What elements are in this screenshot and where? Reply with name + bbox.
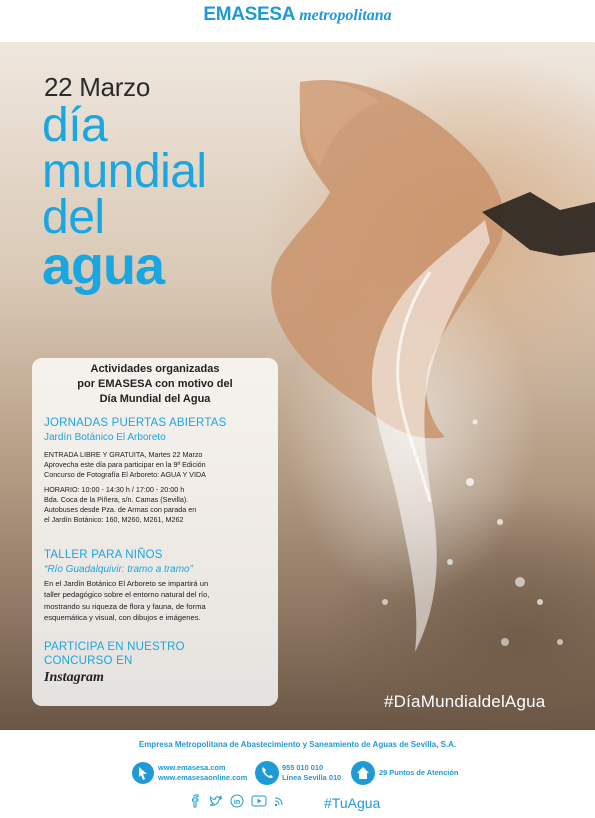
section-workshop-text xyxy=(44,578,268,623)
footer xyxy=(0,730,595,818)
hero-photo xyxy=(0,42,595,730)
info-line: taller pedagógico sobre el entorno natural del río, xyxy=(44,590,210,600)
activities-card xyxy=(32,358,278,706)
logo-bar xyxy=(0,0,595,42)
intro-line: por EMASESA con motivo del xyxy=(77,378,233,390)
phone-icon xyxy=(255,761,279,785)
company-name: Empresa Metropolitana de Abastecimiento y Saneamiento de Aguas de Sevilla, S.A. xyxy=(138,740,457,749)
logo-tagline: metropolitana xyxy=(299,7,392,24)
event-date: 22 Marzo xyxy=(44,72,150,102)
info-line: el Jardín Botánico: 160, M260, M261, M262 xyxy=(44,515,184,525)
section-title-contest xyxy=(44,640,185,668)
linkedin-icon[interactable] xyxy=(228,794,246,808)
phone-number[interactable]: 955 010 010 xyxy=(282,763,324,772)
rss-icon[interactable] xyxy=(272,794,290,808)
website-links[interactable] xyxy=(158,763,247,782)
phone-info xyxy=(282,763,341,782)
section-open-days-text xyxy=(44,450,268,525)
facebook-icon[interactable] xyxy=(188,794,206,808)
info-line: Bda. Coca de la Piñera, s/n. Camas (Sevilla). xyxy=(44,494,189,504)
phone-line-label: Línea Sevilla 010 xyxy=(282,772,342,782)
info-line: En el Jardín Botánico El Arboreto se impartirá un xyxy=(44,579,209,588)
service-points: 29 Puntos de Atención xyxy=(379,768,459,777)
logo-brand-name: EMASESA xyxy=(203,4,296,25)
contest-line: CONCURSO EN xyxy=(44,655,133,667)
instagram-logo[interactable]: Instagram xyxy=(44,670,104,685)
emasesa-logo xyxy=(0,4,595,26)
youtube-icon[interactable] xyxy=(250,794,268,808)
title-line-4: agua xyxy=(42,236,165,296)
info-line: HORARIO: 10:00 - 14:30 h / 17:00 - 20:00 h xyxy=(44,484,185,494)
website-link[interactable]: www.emasesa.com xyxy=(158,763,226,772)
section-title-open-days: JORNADAS PUERTAS ABIERTAS xyxy=(44,417,227,429)
title-line-3: del xyxy=(42,191,105,244)
info-line: esquemática y visual, con dibujos e imágenes. xyxy=(44,612,201,622)
contest-line: PARTICIPA EN NUESTRO xyxy=(44,641,185,653)
intro-line: Actividades organizadas xyxy=(90,363,220,375)
section-title-workshop: TALLER PARA NIÑOS xyxy=(44,549,163,561)
hashtag-dia-mundial: #DíaMundialdelAgua xyxy=(384,692,546,711)
intro-line: Día Mundial del Agua xyxy=(99,393,211,405)
house-icon xyxy=(351,761,375,785)
svg-text:in: in xyxy=(233,798,241,806)
info-line: Concurso de Fotografía El Arboreto: AGUA Y VIDA xyxy=(44,470,206,480)
website-link[interactable]: www.emasesaonline.com xyxy=(158,772,248,782)
info-line: Aprovecha este día para participar en la 9ª Edición xyxy=(44,460,206,470)
section-subtitle-workshop: “Río Guadalquivir: tramo a tramo” xyxy=(44,564,193,575)
info-line: mostrando su riqueza de flora y fauna, de forma xyxy=(44,601,206,611)
info-line: ENTRADA LIBRE Y GRATUITA, Martes 22 Marzo xyxy=(44,450,203,459)
card-intro xyxy=(32,362,278,407)
title-line-1: día xyxy=(42,99,108,152)
mouse-pointer-icon xyxy=(132,762,154,784)
info-line: Autobuses desde Pza. de Armas con parada en xyxy=(44,505,197,515)
twitter-icon[interactable] xyxy=(208,794,226,808)
hashtag-tu-agua: #TuAgua xyxy=(324,795,381,811)
section-subtitle-garden: Jardín Botánico El Arboreto xyxy=(44,432,166,443)
title-line-2: mundial xyxy=(42,145,207,198)
